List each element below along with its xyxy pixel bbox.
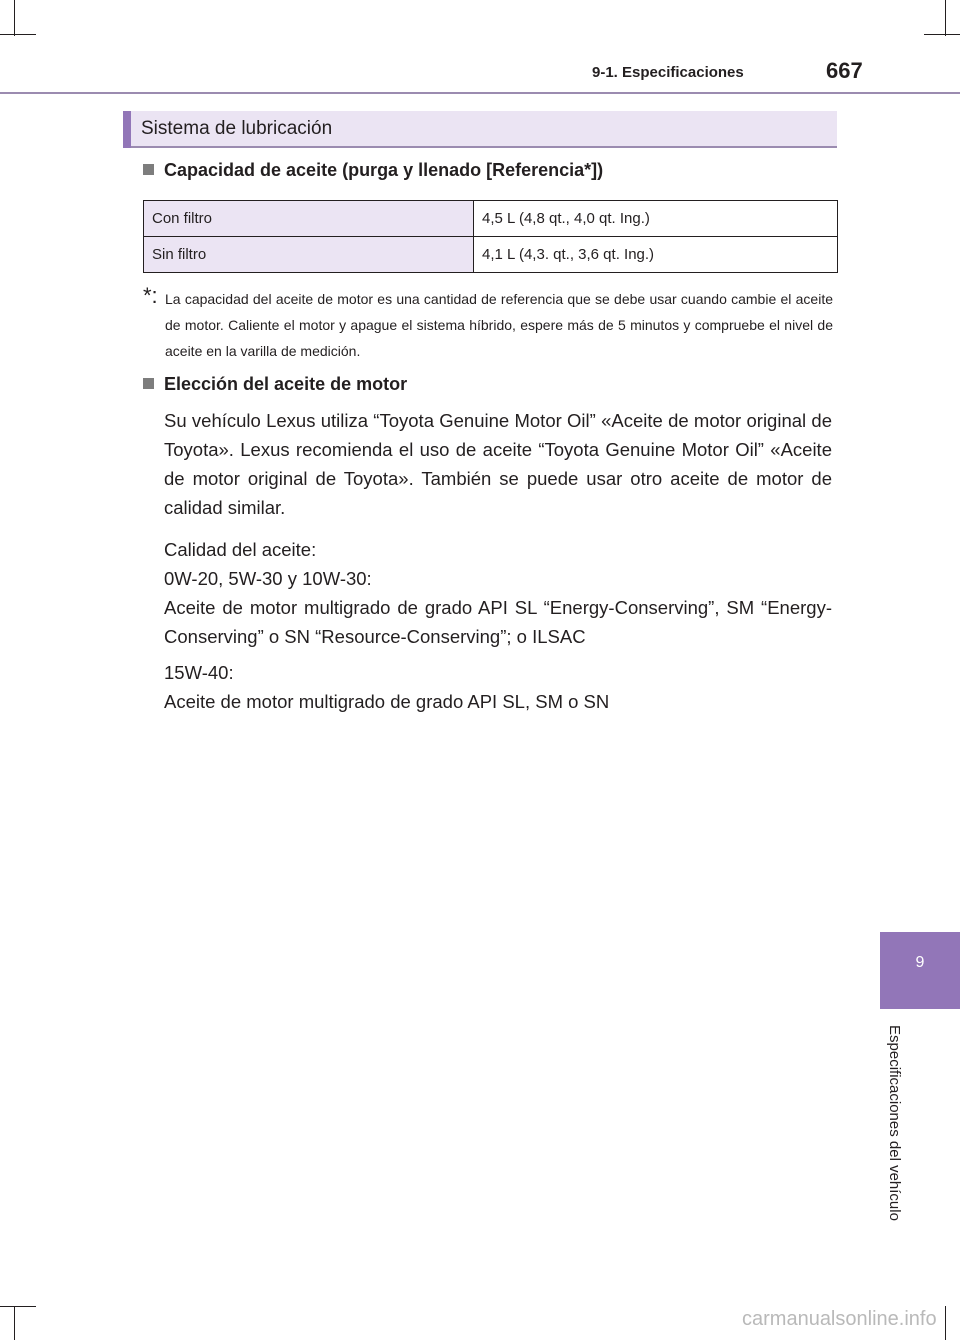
page-number: 667 [826,58,863,83]
table-cell-label: Sin filtro [144,237,474,273]
chapter-label [883,1025,913,1245]
oil-capacity-table [143,200,838,273]
table-cell-label: Con filtro [144,201,474,237]
square-bullet-icon [143,378,154,389]
grade1-text: Aceite de motor multigrado de grado API SL “Energy-Conserving”, SM “Energy-Conserving” o SN “Resource-Conserving”; o ILSAC [164,597,832,647]
footnote [143,283,833,364]
crop-mark [924,34,960,35]
chapter-tab [880,932,960,1009]
section-banner-bar [123,111,131,148]
watermark: carmanualsonline.info [742,1308,937,1330]
crop-mark [14,1306,15,1340]
crop-mark [14,0,15,36]
oil-quality-label: Calidad del aceite: [164,539,317,560]
table-cell-value: 4,5 L (4,8 qt., 4,0 qt. Ing.) [474,201,838,237]
oil-capacity-heading-text: Capacidad de aceite (purga y llenado [Referencia*]) [164,160,604,180]
section-title: Sistema de lubricación [141,118,333,139]
table-cell-value: 4,1 L (4,3. qt., 3,6 qt. Ing.) [474,237,838,273]
table-row [144,237,838,273]
crop-mark [945,1306,946,1340]
section-banner [123,111,837,148]
oil-capacity-heading [143,160,603,181]
running-header: 9-1. Especificaciones [592,64,744,81]
grade1-label: 0W-20, 5W-30 y 10W-30: [164,568,372,589]
footnote-mark: *: [143,283,158,308]
footnote-text: La capacidad del aceite de motor es una cantidad de referencia que se debe usar cuando cambie el aceite de motor. Caliente el motor y apague el sistema híbrido, espere más de 5 minutos y compruebe el nivel de aceite en la varilla de medición. [165,291,833,359]
oil-selection-intro: Su vehículo Lexus utiliza “Toyota Genuine Motor Oil” «Aceite de motor original de Toyota». Lexus recomienda el uso de aceite “Toyota Genuine Motor Oil” «Aceite de motor original de Toyota». También se puede usar otro aceite de motor de calidad similar. [164,410,832,518]
grade2-label: 15W-40: [164,662,234,683]
crop-mark [0,1306,36,1307]
grade2-text: Aceite de motor multigrado de grado API SL, SM o SN [164,691,610,712]
oil-selection-heading-text: Elección del aceite de motor [164,374,408,394]
grade2-block [164,658,832,716]
oil-selection-heading [143,374,407,395]
chapter-number: 9 [915,954,925,971]
header-rule [0,92,960,94]
crop-mark [945,0,946,36]
table-row [144,201,838,237]
square-bullet-icon [143,164,154,175]
crop-mark [0,34,36,35]
oil-quality-block [164,535,832,593]
chapter-label-text: Especificaciones del vehículo [886,1025,903,1221]
